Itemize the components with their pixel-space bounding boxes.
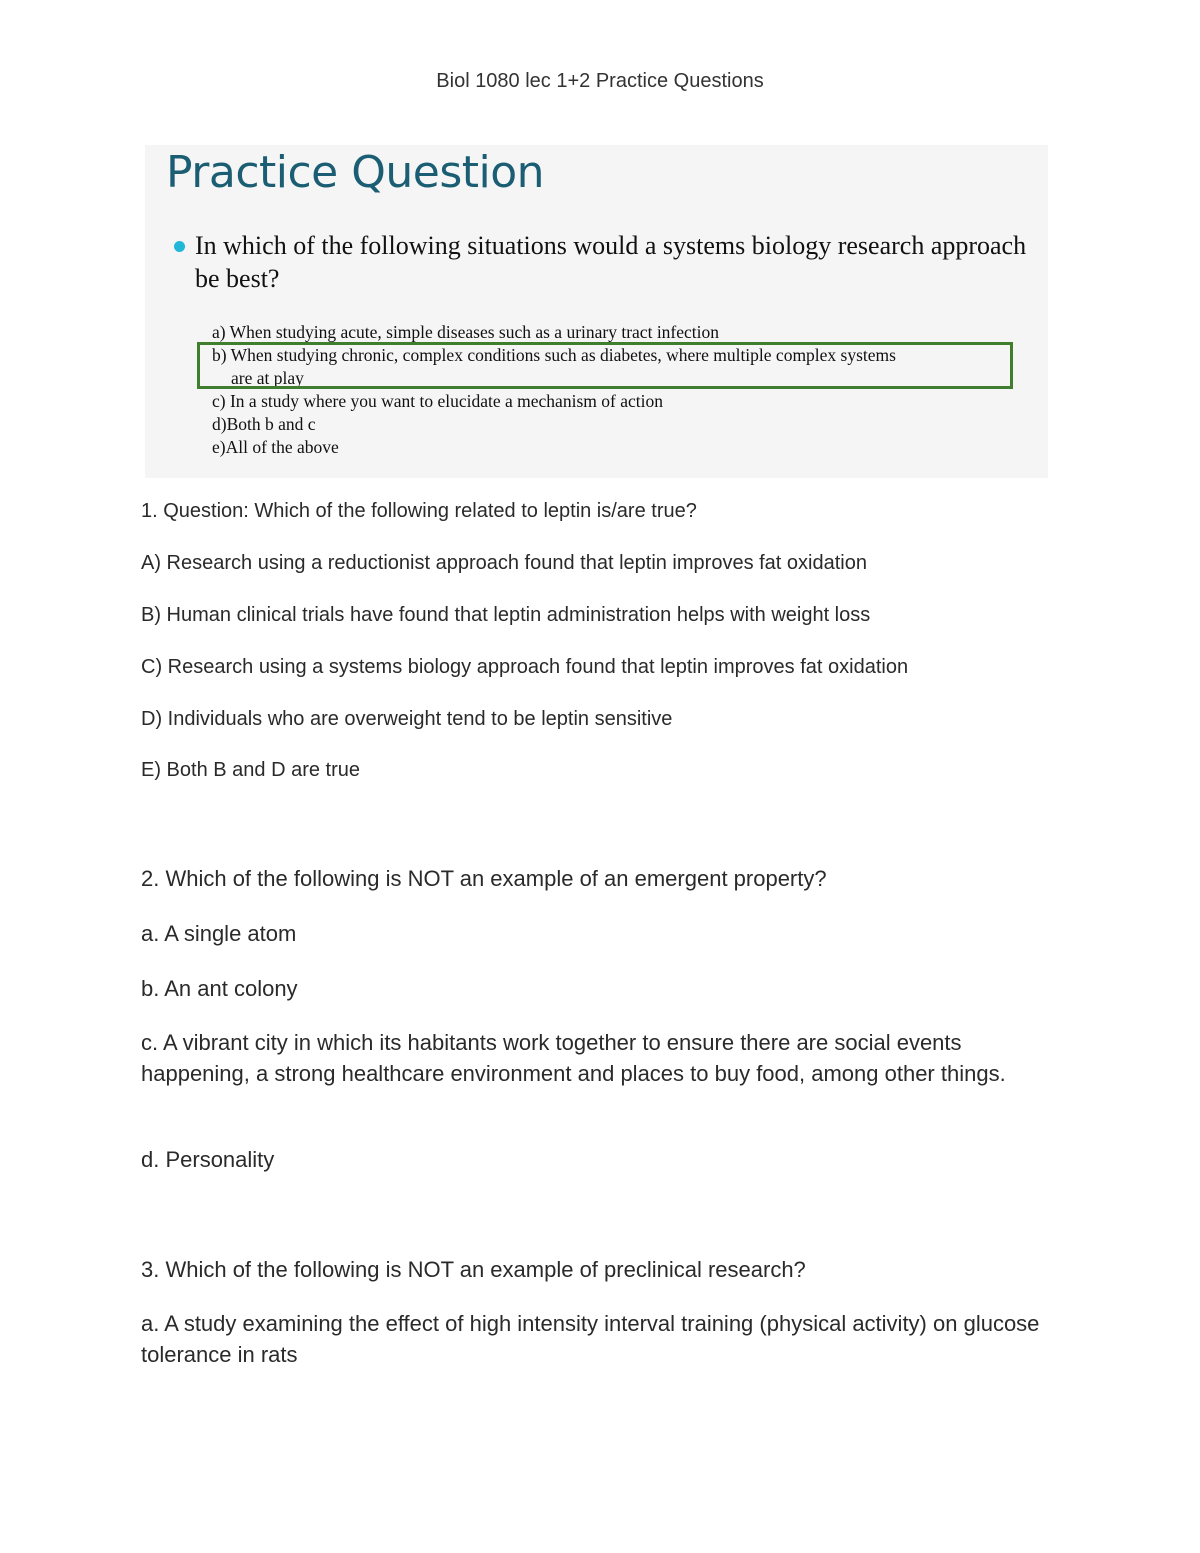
q1-option-e: E) Both B and D are true [141, 759, 361, 781]
slide-option-d: d)Both b and c [212, 414, 316, 434]
q2-option-b: b. An ant colony [141, 976, 298, 1001]
slide-title: Practice Question [166, 147, 545, 198]
answer-highlight-box [197, 342, 1013, 389]
question-2: 2. Which of the following is NOT an example of an emergent property? [141, 866, 827, 891]
q2-option-a: a. A single atom [141, 921, 297, 946]
q2-option-c: c. A vibrant city in which its habitants work together to ensure there are social events happening, a strong healthcare environment and places to buy food, among other things. [141, 1030, 1006, 1086]
slide-option-e: e)All of the above [212, 437, 339, 457]
q1-option-c: C) Research using a systems biology approach found that leptin improves fat oxidation [141, 656, 909, 678]
slide-option-b-continued: are at play [231, 368, 304, 388]
question-3: 3. Which of the following is NOT an example of preclinical research? [141, 1257, 806, 1282]
bullet-icon [174, 241, 185, 252]
page-header: Biol 1080 lec 1+2 Practice Questions [436, 70, 764, 92]
q1-option-b: B) Human clinical trials have found that leptin administration helps with weight loss [141, 604, 871, 626]
slide-option-c: c) In a study where you want to elucidate a mechanism of action [212, 391, 663, 411]
slide-image [145, 145, 1048, 478]
q2-option-d: d. Personality [141, 1147, 275, 1172]
slide-question: In which of the following situations would a systems biology research approach be best? [195, 231, 1027, 293]
q3-option-a: a. A study examining the effect of high intensity interval training (physical activity) on glucose tolerance in rats [141, 1311, 1040, 1367]
slide-option-b: b) When studying chronic, complex conditions such as diabetes, where multiple complex systems [212, 345, 896, 365]
slide-option-a: a) When studying acute, simple diseases such as a urinary tract infection [212, 322, 720, 342]
question-1: 1. Question: Which of the following related to leptin is/are true? [141, 500, 697, 522]
q1-option-a: A) Research using a reductionist approach found that leptin improves fat oxidation [141, 552, 867, 574]
q1-option-d: D) Individuals who are overweight tend to be leptin sensitive [141, 708, 673, 730]
